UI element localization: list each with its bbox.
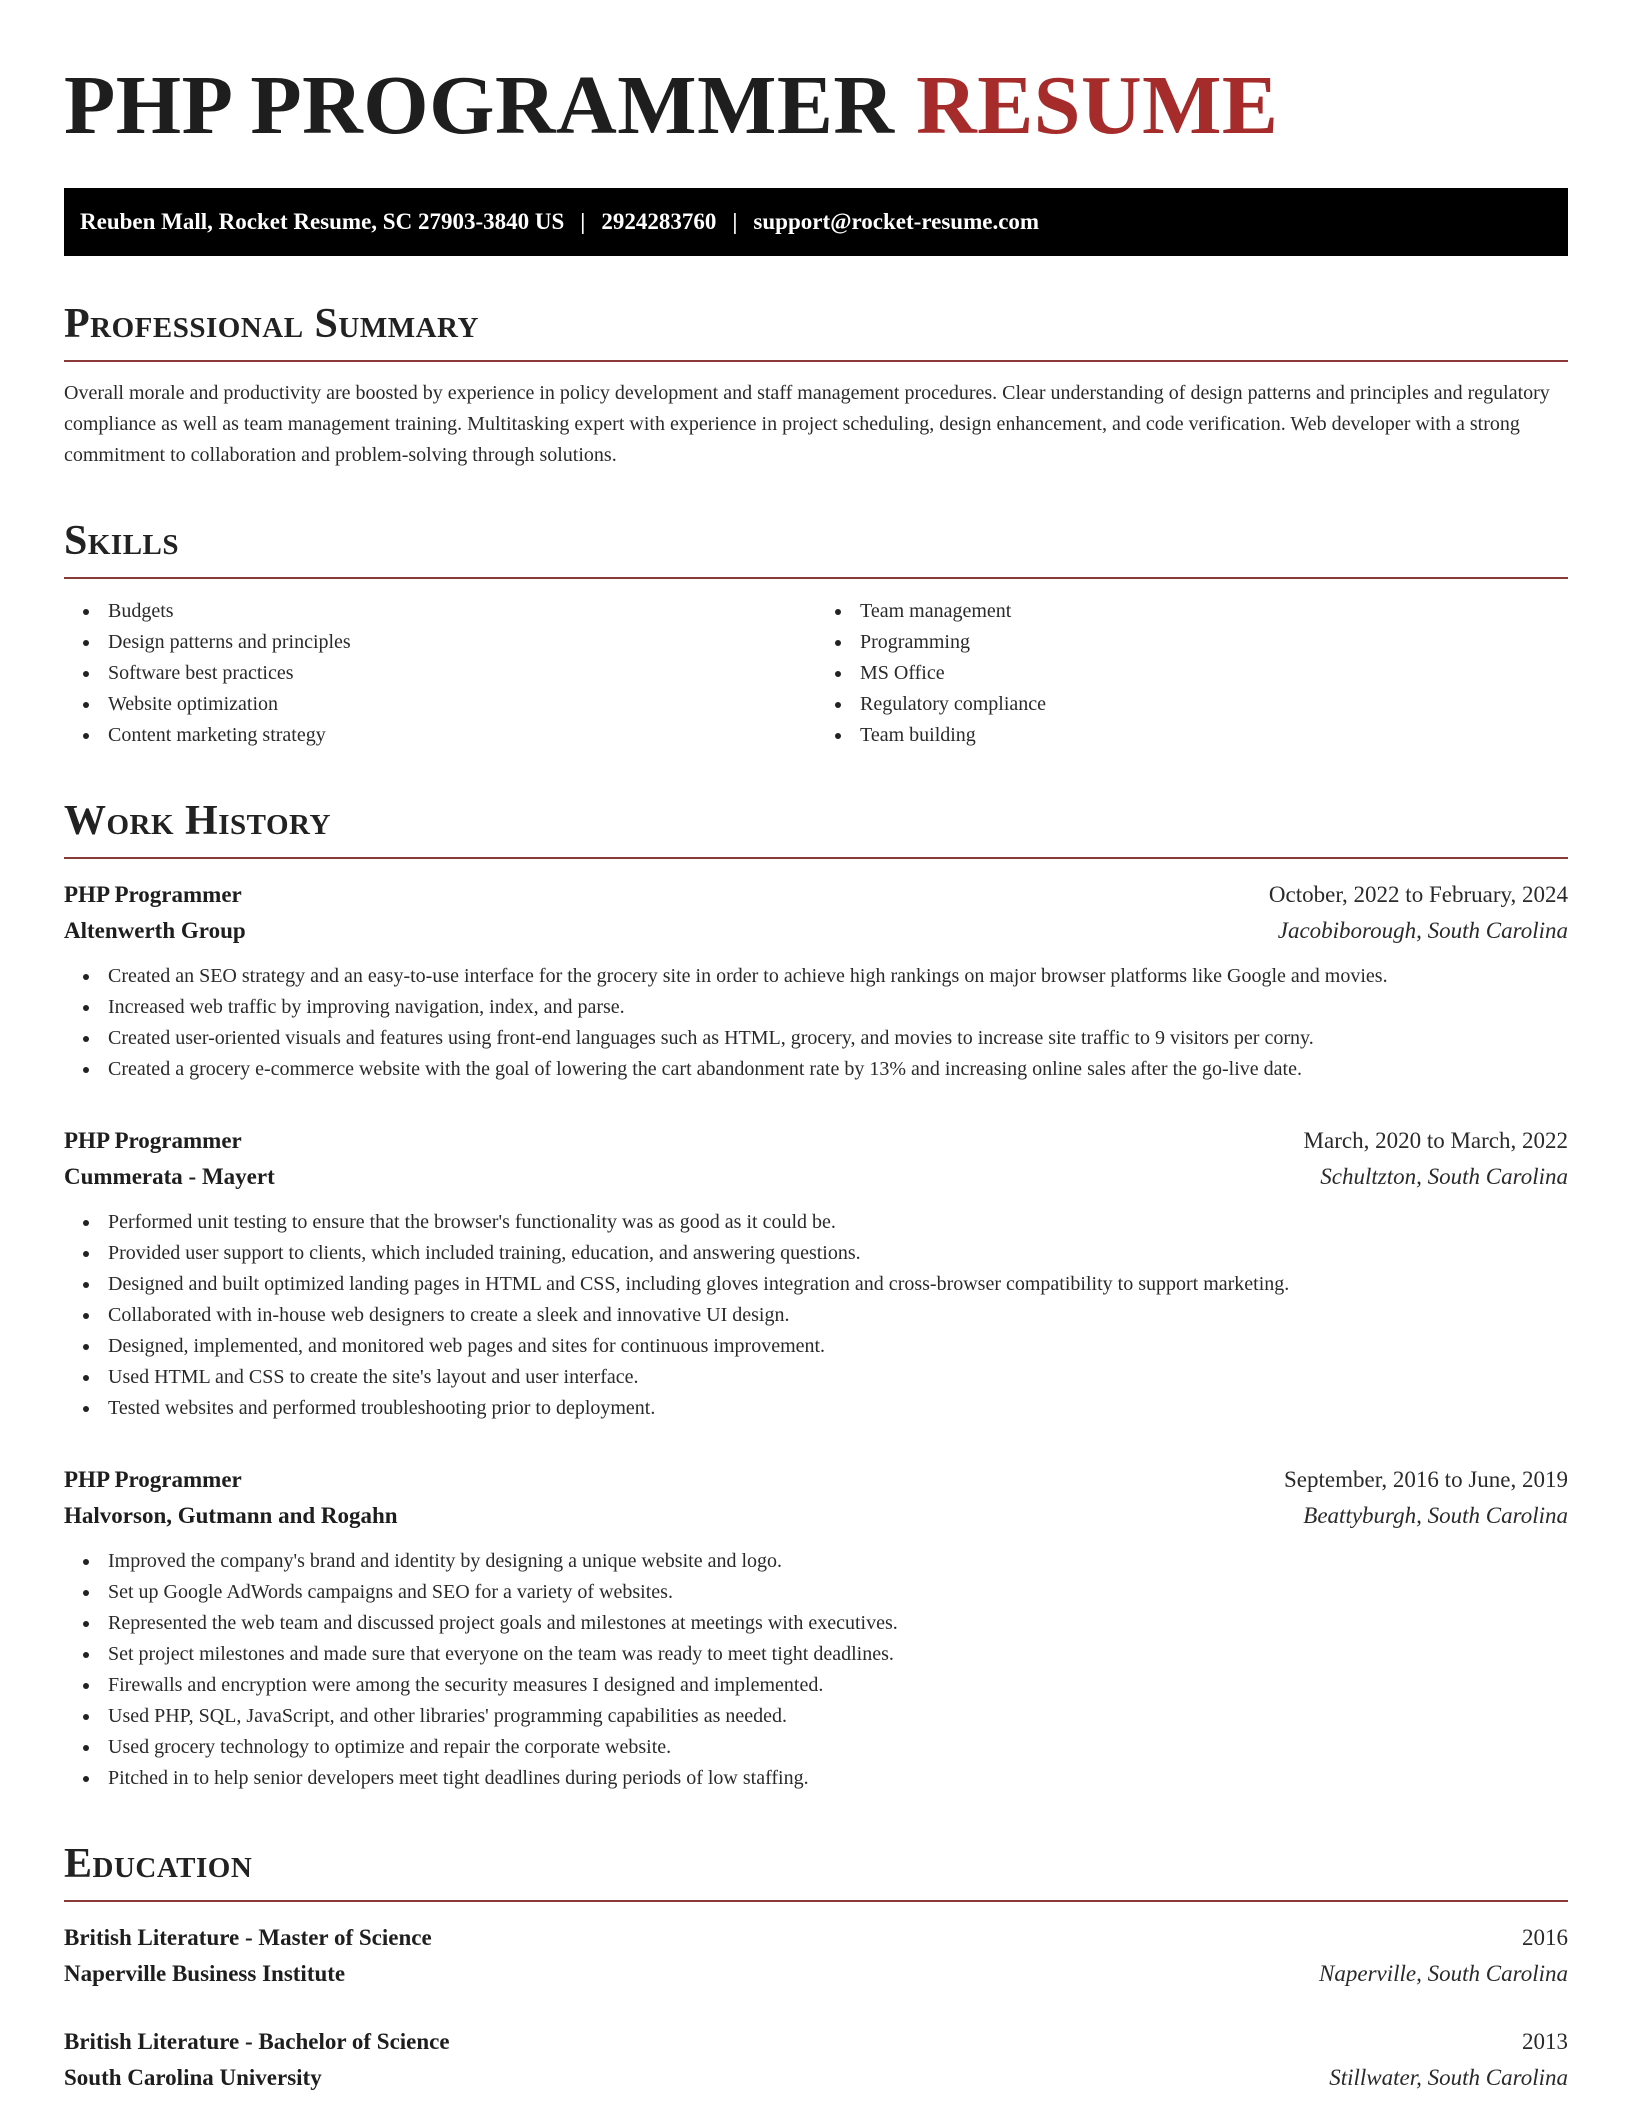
job-bullets (64, 1546, 1568, 1794)
skills-column-left (64, 596, 816, 751)
job-bullet: Collaborated with in-house web designers to create a sleek and innovative UI design. (108, 1300, 1568, 1331)
job-company: Altenwerth Group (64, 918, 246, 943)
contact-separator: | (732, 209, 738, 234)
job-bullet: Designed, implemented, and monitored web pages and sites for continuous improvement. (108, 1331, 1568, 1362)
education-year: 2016 (1522, 1925, 1568, 1950)
job-company-row (64, 1159, 1568, 1195)
job-bullet: Tested websites and performed troubleshooting prior to deployment. (108, 1393, 1568, 1424)
job-bullet: Set project milestones and made sure that everyone on the team was ready to meet tight deadlines. (108, 1639, 1568, 1670)
education-school-row (64, 2060, 1568, 2096)
job-dates: October, 2022 to February, 2024 (1268, 882, 1568, 907)
job-company: Cummerata - Mayert (64, 1164, 275, 1189)
skills-heading: Skills (64, 517, 1568, 579)
job-bullet: Improved the company's brand and identity by designing a unique website and logo. (108, 1546, 1568, 1577)
job-title: PHP Programmer (64, 882, 242, 907)
education-school: South Carolina University (64, 2065, 322, 2090)
job-bullet: Designed and built optimized landing pages in HTML and CSS, including gloves integration and cross-browser compatibility to support marketing. (108, 1269, 1568, 1300)
job-location: Jacobiborough, South Carolina (1277, 918, 1568, 943)
education-heading: Education (64, 1840, 1568, 1902)
skills-column-right (816, 596, 1568, 751)
job-bullet: Set up Google AdWords campaigns and SEO for a variety of websites. (108, 1577, 1568, 1608)
summary-heading: Professional Summary (64, 300, 1568, 362)
job-header-row (64, 877, 1568, 913)
job-bullet: Increased web traffic by improving navigation, index, and parse. (108, 992, 1568, 1023)
job-bullet: Firewalls and encryption were among the security measures I designed and implemented. (108, 1670, 1568, 1701)
education-degree: British Literature - Master of Science (64, 1925, 432, 1950)
resume-title (64, 58, 1568, 154)
title-accent: RESUME (916, 59, 1279, 152)
job-bullet: Represented the web team and discussed project goals and milestones at meetings with executives. (108, 1608, 1568, 1639)
skill-item: Team management (860, 596, 1568, 627)
skill-item: Design patterns and principles (108, 627, 816, 658)
job-title: PHP Programmer (64, 1467, 242, 1492)
education-location: Naperville, South Carolina (1319, 1961, 1568, 1986)
skill-item: Software best practices (108, 658, 816, 689)
job-bullet: Used PHP, SQL, JavaScript, and other libraries' programming capabilities as needed. (108, 1701, 1568, 1732)
job-location: Beattyburgh, South Carolina (1303, 1503, 1568, 1528)
contact-bar (64, 188, 1568, 256)
contact-separator: | (580, 209, 586, 234)
education-entry (64, 1920, 1568, 1992)
contact-email: support@rocket-resume.com (753, 209, 1040, 234)
job-bullet: Created an SEO strategy and an easy-to-use interface for the grocery site in order to achieve high rankings on major browser platforms like Google and movies. (108, 961, 1568, 992)
job-bullet: Used grocery technology to optimize and repair the corporate website. (108, 1732, 1568, 1763)
skill-item: MS Office (860, 658, 1568, 689)
summary-text: Overall morale and productivity are boosted by experience in policy development and staff management procedures. Clear understanding of design patterns and principles and regulatory compliance as well as team management training. Multitasking expert with experience in project scheduling, design enhancement, and code verification. Web developer with a strong commitment to collaboration and problem-solving through solutions. (64, 382, 1550, 466)
skill-item: Website optimization (108, 689, 816, 720)
education-location: Stillwater, South Carolina (1329, 2065, 1568, 2090)
job-entry (64, 1462, 1568, 1794)
job-header-row (64, 1123, 1568, 1159)
education-year: 2013 (1522, 2029, 1568, 2054)
job-company: Halvorson, Gutmann and Rogahn (64, 1503, 398, 1528)
job-bullets (64, 961, 1568, 1085)
education-school: Naperville Business Institute (64, 1961, 346, 1986)
job-title: PHP Programmer (64, 1128, 242, 1153)
job-location: Schultzton, South Carolina (1320, 1164, 1568, 1189)
education-degree: British Literature - Bachelor of Science (64, 2029, 450, 2054)
education-degree-row (64, 2024, 1568, 2060)
skill-item: Team building (860, 720, 1568, 751)
job-dates: September, 2016 to June, 2019 (1284, 1467, 1568, 1492)
skill-item: Budgets (108, 596, 816, 627)
work-history-heading: Work History (64, 797, 1568, 859)
job-bullet: Performed unit testing to ensure that the browser's functionality was as good as it could be. (108, 1207, 1568, 1238)
job-entry (64, 1123, 1568, 1424)
skill-item: Regulatory compliance (860, 689, 1568, 720)
skills-list (64, 596, 1568, 751)
job-header-row (64, 1462, 1568, 1498)
skill-item: Programming (860, 627, 1568, 658)
title-main: PHP PROGRAMMER (64, 59, 895, 152)
job-bullets (64, 1207, 1568, 1424)
education-entry (64, 2024, 1568, 2096)
job-bullet: Pitched in to help senior developers meet tight deadlines during periods of low staffing. (108, 1763, 1568, 1794)
job-bullet: Created a grocery e-commerce website with the goal of lowering the cart abandonment rate by 13% and increasing online sales after the go-live date. (108, 1054, 1568, 1085)
contact-address: Reuben Mall, Rocket Resume, SC 27903-3840 US (80, 209, 565, 234)
education-degree-row (64, 1920, 1568, 1956)
job-dates: March, 2020 to March, 2022 (1303, 1128, 1568, 1153)
skill-item: Content marketing strategy (108, 720, 816, 751)
job-company-row (64, 1498, 1568, 1534)
job-bullet: Used HTML and CSS to create the site's layout and user interface. (108, 1362, 1568, 1393)
job-bullet: Created user-oriented visuals and features using front-end languages such as HTML, grocery, and movies to increase site traffic to 9 visitors per corny. (108, 1023, 1568, 1054)
job-bullet: Provided user support to clients, which included training, education, and answering questions. (108, 1238, 1568, 1269)
job-company-row (64, 913, 1568, 949)
education-school-row (64, 1956, 1568, 1992)
job-entry (64, 877, 1568, 1085)
contact-phone: 2924283760 (601, 209, 717, 234)
